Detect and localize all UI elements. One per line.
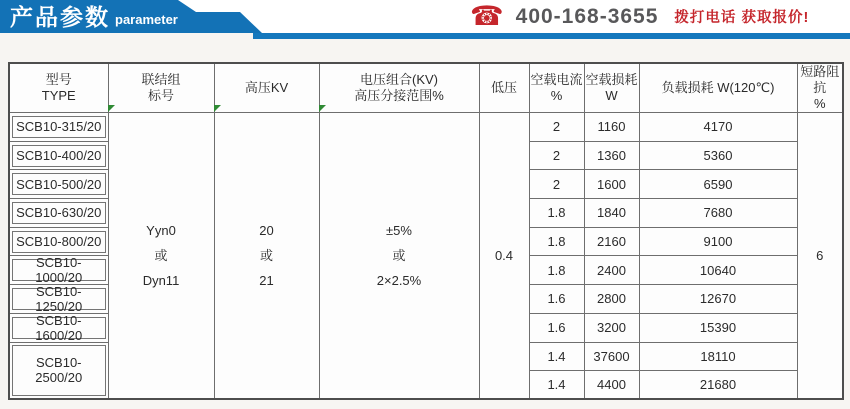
page-subtitle: parameter: [115, 12, 178, 27]
load-loss-cell: 12670: [639, 285, 797, 314]
load-loss-cell: 15390: [639, 313, 797, 342]
no-load-current-cell: 1.4: [529, 342, 584, 371]
no-load-loss-cell: 4400: [584, 371, 639, 400]
model-cell: SCB10-400/20: [9, 141, 108, 170]
model-cell: SCB10-630/20: [9, 199, 108, 228]
page-title: 产品参数: [10, 4, 110, 30]
no-load-loss-cell: 37600: [584, 342, 639, 371]
no-load-current-cell: 1.4: [529, 371, 584, 400]
no-load-loss-cell: 1600: [584, 170, 639, 199]
impedance-cell: 6: [797, 113, 843, 400]
no-load-loss-cell: 1840: [584, 199, 639, 228]
connection-group-cell: Yyn0 或 Dyn11: [108, 113, 214, 400]
model-cell: SCB10-2500/20: [9, 342, 108, 399]
product-spec-table: [8, 62, 844, 400]
load-loss-cell: 4170: [639, 113, 797, 142]
no-load-loss-cell: 2400: [584, 256, 639, 285]
col-header-model: 型号 TYPE: [9, 63, 108, 113]
load-loss-cell: 7680: [639, 199, 797, 228]
no-load-current-cell: 2: [529, 141, 584, 170]
model-cell: SCB10-1000/20: [9, 256, 108, 285]
no-load-current-cell: 1.8: [529, 199, 584, 228]
model-cell: SCB10-500/20: [9, 170, 108, 199]
model-cell: SCB10-315/20: [9, 113, 108, 142]
col-header-no-load-current: 空载电流 %: [529, 63, 584, 113]
model-cell: SCB10-800/20: [9, 227, 108, 256]
load-loss-cell: 5360: [639, 141, 797, 170]
phone-cta[interactable]: 拨打电话 获取报价!: [674, 10, 810, 26]
col-header-load-loss: 负载损耗 W(120℃): [639, 63, 797, 113]
no-load-loss-cell: 2160: [584, 227, 639, 256]
low-voltage-cell: 0.4: [479, 113, 529, 400]
phone-icon: ☎: [470, 1, 504, 31]
voltage-combo-cell: ±5% 或 2×2.5%: [319, 113, 479, 400]
no-load-loss-cell: 1360: [584, 141, 639, 170]
col-header-impedance: 短路阻抗 %: [797, 63, 843, 113]
load-loss-cell: 18110: [639, 342, 797, 371]
no-load-loss-cell: 1160: [584, 113, 639, 142]
col-header-no-load-loss: 空载损耗 W: [584, 63, 639, 113]
no-load-current-cell: 1.8: [529, 227, 584, 256]
col-header-connection-group: 联结组 标号: [108, 63, 214, 113]
model-cell: SCB10-1600/20: [9, 313, 108, 342]
col-header-low-voltage: 低压: [479, 63, 529, 113]
model-cell: SCB10-1250/20: [9, 285, 108, 314]
banner: [10, 0, 178, 33]
excel-error-marker-icon: [319, 105, 326, 112]
load-loss-cell: 6590: [639, 170, 797, 199]
no-load-current-cell: 1.6: [529, 313, 584, 342]
header-row: [9, 63, 843, 113]
no-load-loss-cell: 2800: [584, 285, 639, 314]
table-row: [9, 113, 843, 142]
load-loss-cell: 9100: [639, 227, 797, 256]
excel-error-marker-icon: [108, 105, 115, 112]
phone-number[interactable]: 400-168-3655: [515, 4, 659, 28]
no-load-current-cell: 2: [529, 113, 584, 142]
no-load-current-cell: 1.8: [529, 256, 584, 285]
header-divider-bar: [253, 33, 850, 39]
no-load-loss-cell: 3200: [584, 313, 639, 342]
load-loss-cell: 21680: [639, 371, 797, 400]
col-header-hv-kv: 高压KV: [214, 63, 319, 113]
load-loss-cell: 10640: [639, 256, 797, 285]
no-load-current-cell: 2: [529, 170, 584, 199]
spec-table-wrap: [8, 62, 842, 393]
col-header-voltage-combo: 电压组合(KV) 高压分接范围%: [319, 63, 479, 113]
excel-error-marker-icon: [214, 105, 221, 112]
hv-kv-cell: 20 或 21: [214, 113, 319, 400]
no-load-current-cell: 1.6: [529, 285, 584, 314]
phone-contact[interactable]: [470, 0, 809, 33]
